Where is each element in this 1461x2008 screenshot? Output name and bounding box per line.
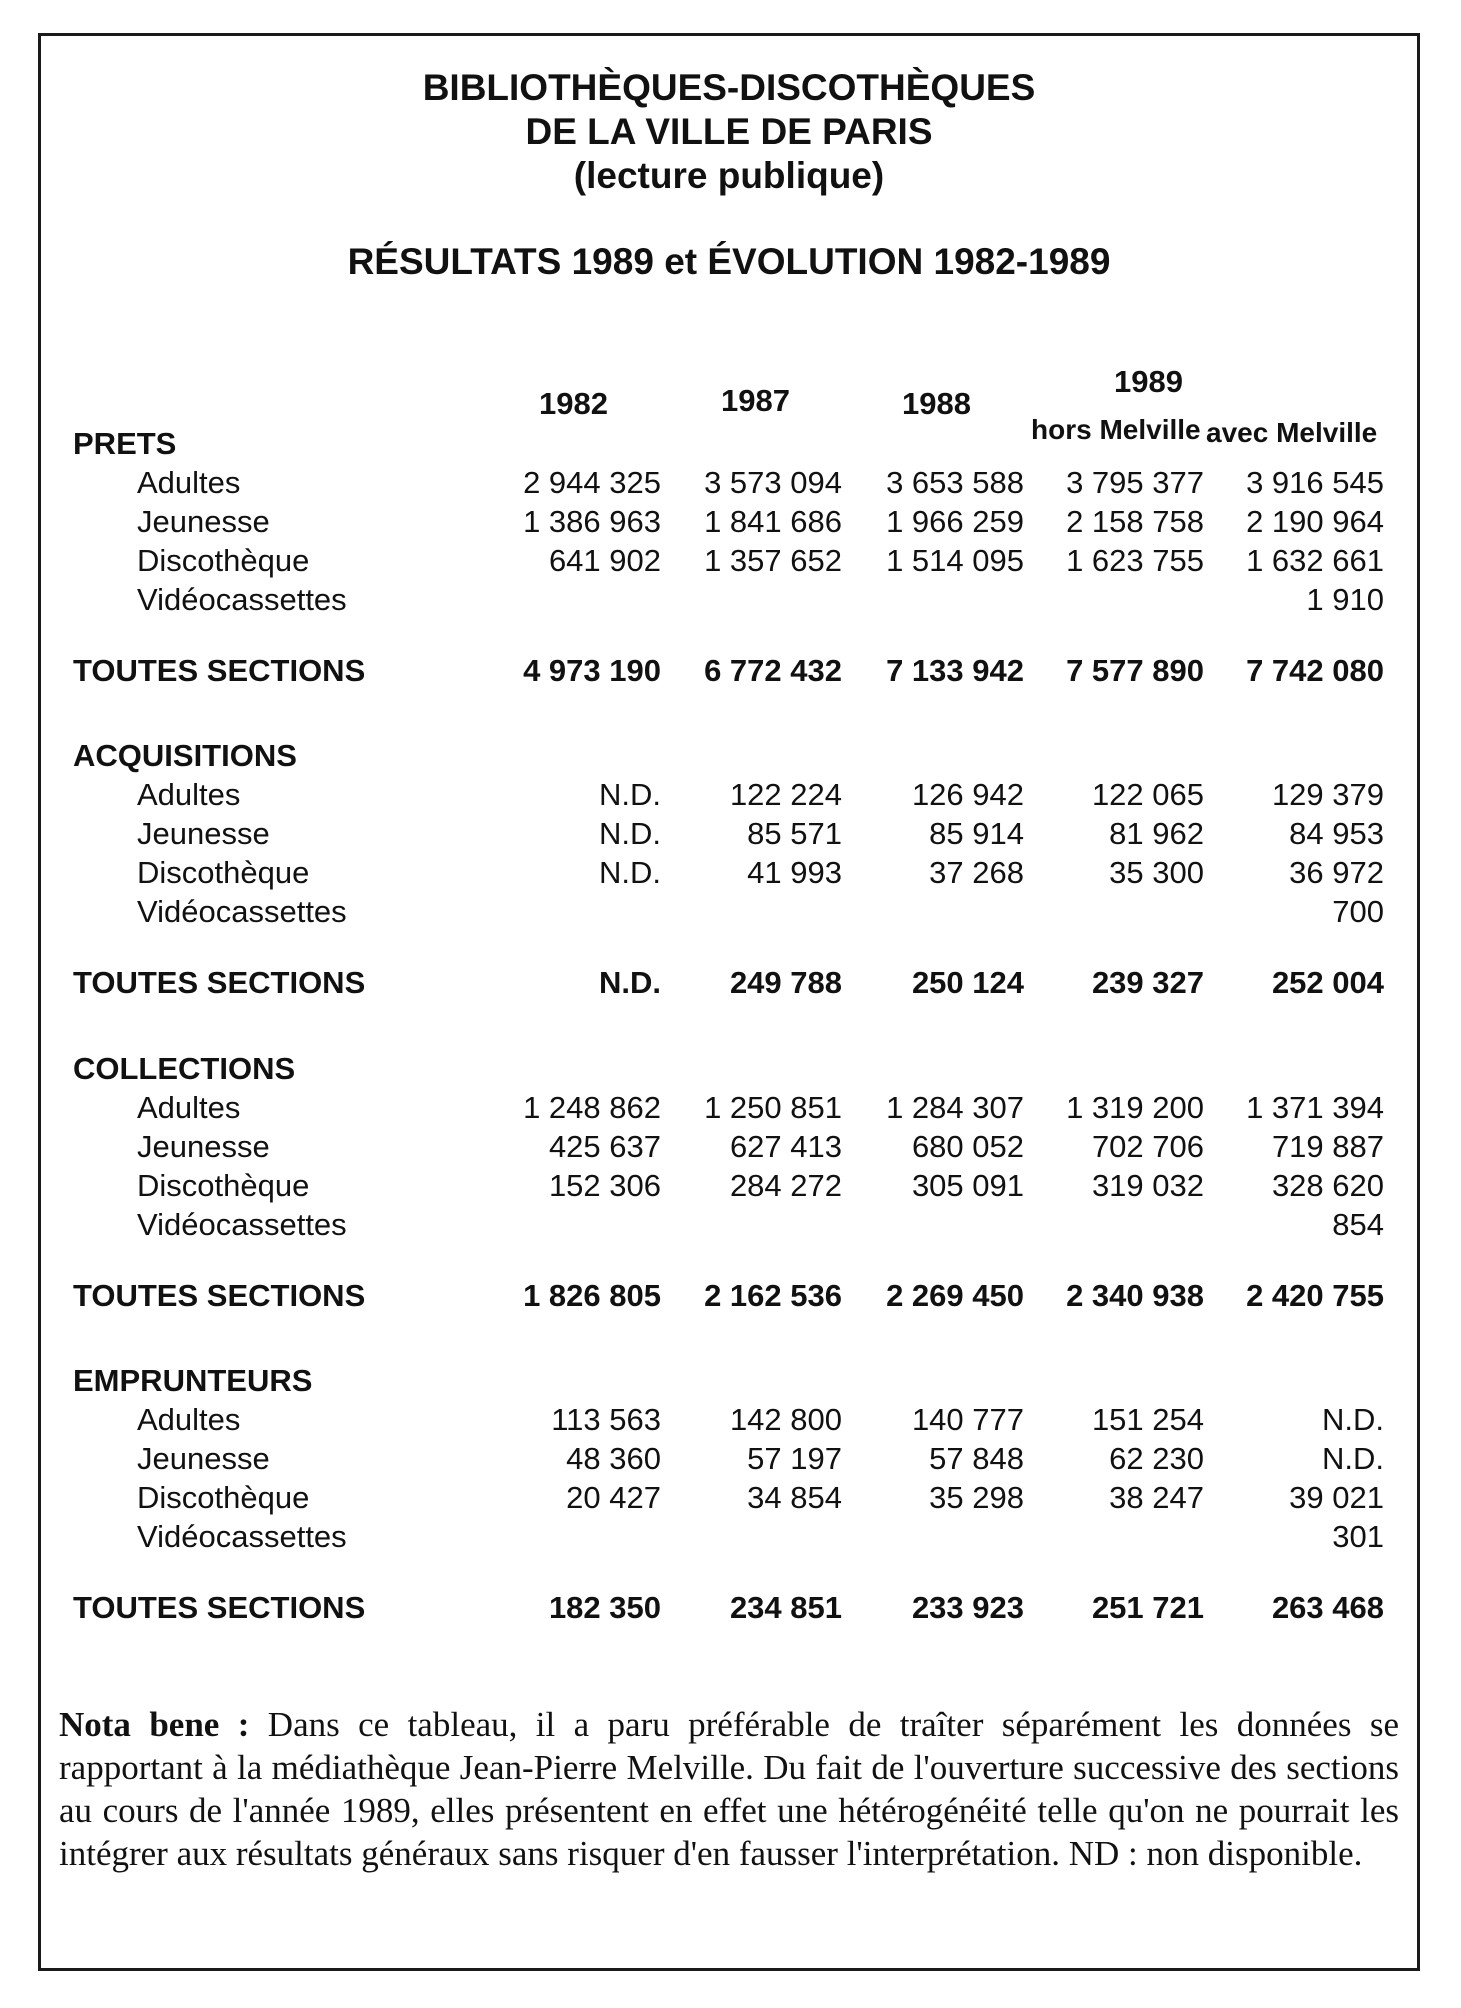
table-cell: 627 413: [729, 1129, 842, 1164]
nota-bene-text: Dans ce tableau, il a paru préférable de traîter séparément les données se rapportant à la médiathèque Jean-Pierre Melville. Du fait de l'ouverture successive des sections au cours de l'année 1989, elles présentent en effet une hétérogénéité telle qu'on ne pourrait les intégrer aux résultats généraux sans risquer d'en fausser l'interprétation. ND : non disponible.: [59, 1705, 1400, 1873]
table-cell: 1 632 661: [1246, 543, 1384, 578]
row-label: Jeunesse: [137, 1441, 270, 1476]
total-cell: 239 327: [1091, 965, 1204, 1000]
section-header: COLLECTIONS: [73, 1051, 296, 1086]
table-cell: 3 795 377: [1066, 465, 1204, 500]
table-cell: 1 250 851: [704, 1090, 842, 1125]
table-cell: N.D.: [599, 816, 661, 851]
table-cell: 142 800: [729, 1402, 842, 1437]
table-cell: 113 563: [551, 1402, 661, 1437]
table-cell: 284 272: [729, 1168, 842, 1203]
table-cell: N.D.: [599, 777, 661, 812]
table-cell: 81 962: [1109, 816, 1204, 851]
table-cell: 38 247: [1109, 1480, 1204, 1515]
table-cell: 319 032: [1091, 1168, 1204, 1203]
table-cell: N.D.: [1322, 1441, 1384, 1476]
row-label: Vidéocassettes: [137, 1207, 347, 1242]
title-line-1: BIBLIOTHÈQUES-DISCOTHÈQUES: [422, 67, 1036, 108]
table-cell: 854: [1332, 1207, 1384, 1242]
table-cell: 719 887: [1271, 1129, 1384, 1164]
table-cell: 1 841 686: [704, 504, 842, 539]
total-cell: 1 826 805: [523, 1278, 661, 1313]
document-subtitle: RÉSULTATS 1989 et ÉVOLUTION 1982-1989: [347, 241, 1111, 282]
table-cell: 20 427: [566, 1480, 661, 1515]
table-cell: 301: [1332, 1519, 1384, 1554]
table-cell: 1 371 394: [1246, 1090, 1384, 1125]
table-cell: 680 052: [911, 1129, 1024, 1164]
table-cell: 85 571: [747, 816, 842, 851]
total-cell: 7 577 890: [1066, 653, 1204, 688]
table-cell: 129 379: [1271, 777, 1384, 812]
table-cell: 328 620: [1271, 1168, 1384, 1203]
header-1989: 1989: [1114, 364, 1183, 399]
table-cell: 1 386 963: [523, 504, 661, 539]
total-cell: 7 133 942: [886, 653, 1024, 688]
total-cell: 4 973 190: [523, 653, 661, 688]
table-cell: 425 637: [548, 1129, 661, 1164]
row-label: Vidéocassettes: [137, 894, 347, 929]
total-cell: 2 162 536: [704, 1278, 842, 1313]
table-cell: 2 190 964: [1246, 504, 1384, 539]
row-label: Discothèque: [137, 1480, 310, 1515]
table-cell: 39 021: [1289, 1480, 1384, 1515]
total-cell: 233 923: [911, 1590, 1024, 1625]
row-label: Jeunesse: [137, 1129, 270, 1164]
row-label: Discothèque: [137, 543, 310, 578]
total-cell: 182 350: [548, 1590, 661, 1625]
header-hors-melville: hors Melville: [1031, 414, 1201, 445]
total-label: TOUTES SECTIONS: [73, 1590, 366, 1625]
table-cell: 3 573 094: [704, 465, 842, 500]
table-cell: 2 944 325: [523, 465, 661, 500]
total-cell: 250 124: [911, 965, 1024, 1000]
nota-bene: [59, 1703, 1399, 1875]
header-1987: 1987: [721, 383, 790, 418]
nota-bene-lead: Nota bene :: [59, 1705, 250, 1744]
table-cell: 85 914: [929, 816, 1024, 851]
total-label: TOUTES SECTIONS: [73, 1278, 366, 1313]
header-avec-melville: avec Melville: [1206, 417, 1378, 448]
row-label: Adultes: [137, 465, 241, 500]
table-cell: 122 224: [729, 777, 842, 812]
table-cell: 35 300: [1109, 855, 1204, 890]
section-header: EMPRUNTEURS: [73, 1363, 313, 1398]
table-cell: 641 902: [548, 543, 661, 578]
title-line-2: DE LA VILLE DE PARIS: [525, 111, 933, 152]
table-cell: 37 268: [929, 855, 1024, 890]
row-label: Discothèque: [137, 1168, 310, 1203]
table-cell: 122 065: [1091, 777, 1204, 812]
row-label: Vidéocassettes: [137, 582, 347, 617]
document-frame: [38, 33, 1420, 1971]
total-cell: 252 004: [1271, 965, 1384, 1000]
total-cell: N.D.: [599, 965, 661, 1000]
header-1982: 1982: [539, 386, 608, 421]
table-cell: 57 848: [929, 1441, 1024, 1476]
table-cell: 1 248 862: [523, 1090, 661, 1125]
table-cell: 126 942: [911, 777, 1024, 812]
total-cell: 251 721: [1091, 1590, 1204, 1625]
table-cell: 151 254: [1091, 1402, 1204, 1437]
table-cell: 1 910: [1306, 582, 1384, 617]
total-cell: 2 340 938: [1066, 1278, 1204, 1313]
section-header: PRETS: [73, 426, 177, 461]
table-cell: 2 158 758: [1066, 504, 1204, 539]
total-cell: 7 742 080: [1246, 653, 1384, 688]
table-cell: 36 972: [1289, 855, 1384, 890]
row-label: Adultes: [137, 1090, 241, 1125]
table-cell: 48 360: [566, 1441, 661, 1476]
table-cell: 1 966 259: [886, 504, 1024, 539]
table-cell: 41 993: [747, 855, 842, 890]
row-label: Vidéocassettes: [137, 1519, 347, 1554]
table-cell: 3 916 545: [1246, 465, 1384, 500]
table-cell: 305 091: [911, 1168, 1024, 1203]
total-label: TOUTES SECTIONS: [73, 965, 366, 1000]
table-cell: N.D.: [599, 855, 661, 890]
row-label: Discothèque: [137, 855, 310, 890]
total-label: TOUTES SECTIONS: [73, 653, 366, 688]
table-cell: 1 514 095: [886, 543, 1024, 578]
total-cell: 2 269 450: [886, 1278, 1024, 1313]
table-cell: 3 653 588: [886, 465, 1024, 500]
total-cell: 263 468: [1271, 1590, 1384, 1625]
table-cell: 84 953: [1289, 816, 1384, 851]
table-cell: 1 284 307: [886, 1090, 1024, 1125]
table-cell: 702 706: [1091, 1129, 1204, 1164]
results-table: [41, 36, 1417, 1968]
table-cell: 35 298: [929, 1480, 1024, 1515]
total-cell: 6 772 432: [704, 653, 842, 688]
table-cell: N.D.: [1322, 1402, 1384, 1437]
row-label: Adultes: [137, 777, 241, 812]
table-cell: 1 357 652: [704, 543, 842, 578]
row-label: Adultes: [137, 1402, 241, 1437]
table-cell: 140 777: [911, 1402, 1024, 1437]
table-cell: 57 197: [747, 1441, 842, 1476]
table-cell: 62 230: [1109, 1441, 1204, 1476]
total-cell: 2 420 755: [1246, 1278, 1384, 1313]
total-cell: 249 788: [729, 965, 842, 1000]
table-cell: 1 319 200: [1066, 1090, 1204, 1125]
title-line-3: (lecture publique): [573, 155, 885, 196]
table-cell: 700: [1332, 894, 1384, 929]
table-cell: 1 623 755: [1066, 543, 1204, 578]
row-label: Jeunesse: [137, 504, 270, 539]
header-1988: 1988: [902, 386, 971, 421]
section-header: ACQUISITIONS: [73, 738, 297, 773]
total-cell: 234 851: [729, 1590, 842, 1625]
table-cell: 34 854: [747, 1480, 842, 1515]
row-label: Jeunesse: [137, 816, 270, 851]
table-cell: 152 306: [548, 1168, 661, 1203]
